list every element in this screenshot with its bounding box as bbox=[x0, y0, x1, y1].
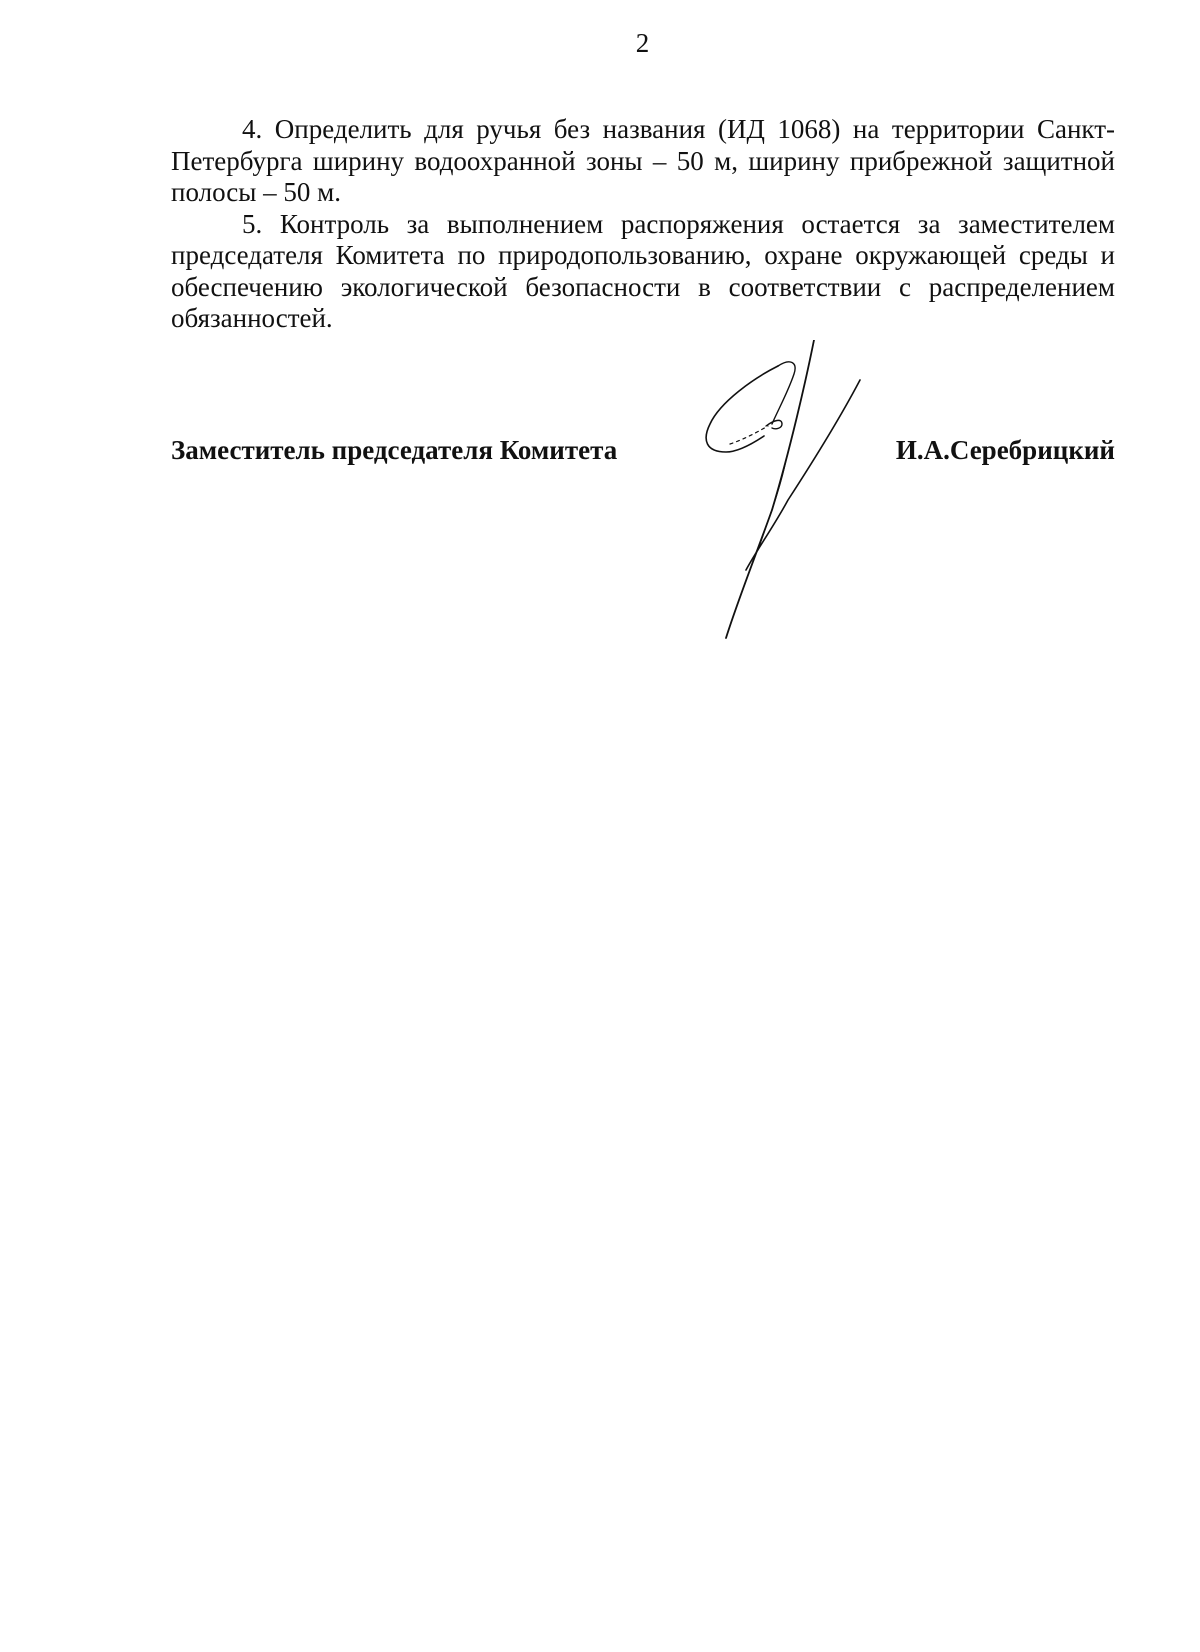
document-body bbox=[171, 114, 1115, 335]
signatory-position: Заместитель председателя Комитета bbox=[171, 435, 618, 465]
paragraph-4: 4. Определить для ручья без названия (ИД 1068) на территории Санкт-Петербурга ширину водоохранной зоны – 50 м, ширину прибрежной защитной полосы – 50 м. bbox=[171, 114, 1115, 207]
page-number: 2 bbox=[635, 28, 650, 58]
handwritten-signature bbox=[690, 340, 920, 640]
signatory-name: И.А.Серебрицкий bbox=[895, 435, 1115, 465]
signature-block bbox=[171, 430, 1115, 470]
paragraph-5: 5. Контроль за выполнением распоряжения остается за заместителем председателя Комитета по природопользованию, охране окружающей среды и обеспечению экологической безопасности в соответствии с распределением обязанностей. bbox=[171, 208, 1115, 333]
